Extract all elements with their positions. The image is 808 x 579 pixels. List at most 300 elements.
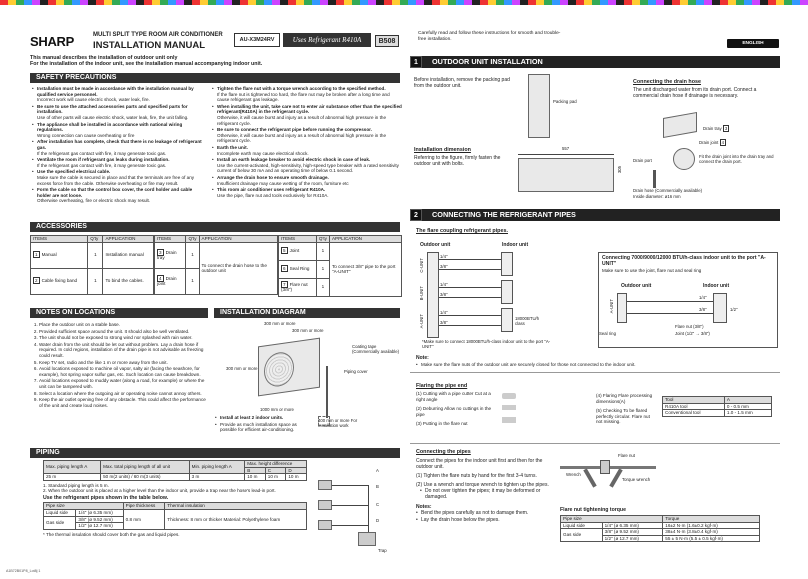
pt1-sub0: B: [245, 467, 266, 474]
safety-item-title: The appliance shall be installed in accordance with national wiring regulations.: [37, 121, 183, 133]
careful-note: Carefully read and follow these instructions for smooth and trouble-free installation.: [418, 31, 561, 42]
box-outdoor-port: [617, 293, 627, 323]
conn-notes-label: Notes:: [416, 503, 432, 510]
safety-item: [32, 169, 206, 186]
ft-h1: A: [724, 397, 771, 404]
accessory-item: [279, 278, 317, 296]
size-a2: 3/8": [440, 320, 448, 325]
piping-table-1-wrap: [43, 460, 307, 537]
accessory-qty: 1: [88, 242, 103, 268]
safety-item-text: Wrong connection can cause overheating or fire: [37, 132, 135, 138]
dimension-diagram: [514, 146, 624, 196]
pt1-c1: 50 m(2 units) / 60 m(3 units): [101, 474, 190, 481]
safety-item-title: Ventilate the room if refrigerant gas leaks during installation.: [37, 157, 170, 163]
connecting-heading: CONNECTING THE REFRIGERANT PIPES: [410, 209, 780, 221]
label-400: 400 mm or more For installation work: [318, 418, 358, 429]
divider-2: [410, 443, 780, 444]
tt-r1c2: 38±4 N·m (3.8±0.4 kgf·m): [663, 529, 760, 536]
box-size-3: 1/2": [730, 307, 738, 312]
safety-item-title: When installing the unit, take care not to enter air substance other than the specified refrigerant(R410A) in the refrigerant cycle.: [217, 103, 402, 115]
ft-r0c0: R410A tool: [663, 403, 725, 410]
pt2-insulation: Thickness: 8 mm or thicker Material: Polyethylene foam: [165, 509, 307, 529]
accessories-col-header: APPLICATION: [103, 236, 154, 243]
flaring-heading: Flaring the pipe end: [416, 383, 468, 389]
accessory-row: [279, 242, 402, 260]
drain-text: The unit discharged water from its drain port. Connect a commercial drain hose if drainage is necessary.: [633, 87, 757, 100]
safety-item: [32, 187, 206, 204]
drain-joint-illustration: [673, 148, 695, 170]
tt-r2c1: 1/2" (ø 12.7 mm): [602, 535, 663, 542]
pt2-thickness: 0.8 mm: [123, 509, 165, 529]
label-wrench: Wrench: [566, 472, 581, 477]
box-joint: Joint (1/2" → 3/8"): [675, 331, 710, 336]
deburr-icon: [502, 405, 516, 410]
torque-heading: Flare nut tightening torque: [560, 507, 626, 513]
pt1-sub1: C: [265, 467, 286, 474]
pipe-a1: [439, 315, 501, 316]
intro-line2: For the installation of the indoor unit, see the installation manual accompanying indoor unit.: [30, 61, 263, 68]
class-label: 18000BTU/h class: [515, 316, 540, 327]
safety-item: [212, 187, 402, 198]
box-outdoor-label: Outdoor unit: [621, 283, 652, 289]
box-a-unit: A-UNIT: [609, 299, 614, 314]
outdoor-unit-side-illustration: [528, 74, 550, 138]
conn-note-2: • Lay the drain hose below the pipes.: [416, 517, 552, 523]
tt-h1: Torque: [663, 516, 760, 523]
install-bullet-2: • Provide as much installation space as possible for efficient air-conditioning.: [215, 422, 309, 433]
safety-item-title: Use the specified electrical cable.: [37, 169, 111, 175]
intro-line1: This manual describes the installation of outdoor unit only: [30, 55, 178, 61]
label-b: B: [376, 484, 379, 489]
safety-item: [32, 86, 206, 103]
dim-line: [518, 154, 614, 155]
footer-code: A1B72B01P8_Lot8j 1: [6, 569, 41, 573]
safety-item: [32, 139, 206, 156]
outdoor-section-bar: [410, 56, 780, 68]
box-indoor-port: [713, 293, 727, 323]
safety-item-title: Install an earth leakage breaker to avoid electric shock in case of leak.: [217, 157, 371, 163]
accessory-name: Manual: [41, 252, 57, 258]
accessory-number: 6: [283, 266, 286, 272]
accessory-name: Cable fixing band: [41, 278, 78, 284]
flaring-step-1: (1) Cutting with a pipe cutter Cut at a right angle: [416, 391, 491, 402]
language-badge: ENGLISH: [727, 39, 779, 48]
unit-footprint: [518, 158, 614, 192]
accessories-col-header: Q'ty: [316, 236, 329, 243]
safety-right-list: [212, 86, 402, 198]
drain-hose: [653, 170, 656, 188]
accessories-heading: ACCESSORIES: [30, 222, 400, 232]
box-pipe-2: [627, 313, 713, 314]
safety-item-text: Insufficient drainage may cause wetting of the room, furniture etc: [217, 180, 349, 186]
piping-table-2: [43, 502, 307, 529]
safety-item-text: Otherwise, it will cause burst and injury as a result of abnormal high pressure in the refrigerant cycle.: [217, 132, 387, 144]
accessory-item: [155, 242, 186, 268]
install-diagram: [214, 320, 402, 445]
size-c1: 1/4": [440, 254, 448, 259]
ft-r1c0: Conventional tool: [663, 410, 725, 417]
box-indoor-label: Indoor unit: [703, 283, 730, 289]
outdoor-heading: OUTDOOR UNIT INSTALLATION: [410, 56, 780, 68]
drain-note: Fit the drain joint into the drain tray and connect the drain port.: [699, 154, 774, 165]
tt-r0c0: Liquid side: [561, 522, 603, 529]
piping-footnote: * The thermal insulation should cover both the gas and liquid pipes.: [43, 531, 180, 537]
piping-height-diagram: [318, 460, 400, 555]
size-b1: 1/4": [440, 282, 448, 287]
conn-text-1: Connect the pipes for the indoor unit first and then for the outdoor unit.: [416, 458, 543, 471]
accessory-application: To bind the cables.: [103, 268, 154, 294]
accessories-col-header: APPLICATION: [199, 236, 278, 243]
notes-locations: [32, 322, 208, 409]
tt-r1c1: 3/8" (ø 9.52 mm): [602, 529, 663, 536]
size-b2: 3/8": [440, 292, 448, 297]
accessory-row: [31, 268, 154, 294]
flaring-tools: [500, 391, 522, 431]
drain-tray-illustration: [663, 112, 697, 138]
indoor-b-block: [501, 280, 513, 304]
drain-joint-label: Drain joint 4: [699, 140, 724, 145]
pipe-vertical: [368, 485, 369, 532]
pt1-h2: Min. piping length A: [189, 461, 245, 474]
install-bullets: [215, 407, 309, 434]
accessory-number: 2: [35, 278, 38, 284]
accessory-qty: 1: [316, 278, 329, 296]
safety-item: [32, 104, 206, 121]
outdoor-unit-small: [358, 532, 376, 546]
note-label: Note:: [416, 355, 429, 361]
conn-text-3: (2) Use a wrench and torque wrench to tighten up the pipes.: [416, 482, 549, 489]
safety-item: [212, 157, 402, 174]
box-flare-nut: Flare nut (3/8"): [675, 324, 704, 329]
wrench-diagram: [560, 450, 670, 490]
flare-diagram: [416, 240, 576, 352]
note-item: • Make sure the flare nuts of the outdoor unit are securely closed for those not connected to the indoor unit.: [416, 362, 776, 368]
install-diagram-heading: INSTALLATION DIAGRAM: [214, 308, 400, 318]
safety-item-title: Tighten the flare nut with a torque wrench according to the specified method.: [217, 86, 386, 91]
accessory-row: [31, 242, 154, 268]
wrench-icon: [583, 468, 596, 487]
hose-label-1: Drain hose (Commercially available): [633, 188, 703, 193]
flare-nut-icon: [502, 417, 516, 423]
safety-heading: SAFETY PRECAUTIONS: [30, 73, 400, 83]
pipe-a: [332, 485, 368, 486]
location-note: 2. Provided sufficient space around the unit. It should also be well ventilated.: [39, 329, 208, 335]
safety-left-list: [32, 86, 206, 204]
model-box: AU-X3M24RV: [234, 33, 280, 47]
safety-item-text: Make sure the cable is secured in place and that the terminals are free of any excess force from the cable. Otherwise overheating or fire may result.: [37, 174, 195, 186]
tt-r0c2: 16±2 N·m (1.6±0.2 kgf·m): [663, 522, 760, 529]
outdoor-num: 1: [410, 56, 422, 68]
pt1-c0: 25 m: [44, 474, 101, 481]
box-seal-ring: Seal ring: [599, 331, 616, 336]
pipe-cutter-icon: [502, 393, 516, 399]
connecting-section-bar: [410, 209, 780, 221]
hose-label-2: Inside diameter: ø16 mm: [633, 194, 681, 199]
torque-table-wrap: [560, 515, 760, 542]
pt2-h1: Pipe thickness: [123, 503, 165, 510]
safety-item-title: Installation must be made in accordance with the installation manual by qualified service personnel.: [37, 86, 194, 97]
tt-r2c2: 55 ± 5 N·m (5.5 ± 0.5 kgf·m): [663, 535, 760, 542]
accessory-application: To connect 3/8" pipe to the port "A-UNIT": [329, 242, 401, 296]
notes-locations-heading: NOTES ON LOCATIONS: [30, 308, 208, 318]
accessories-col-header: ITEMS: [155, 236, 186, 243]
flaring-step-2: (2) Deburring Allow no cuttings in the pipe: [416, 406, 492, 417]
piping-table-1: [43, 460, 307, 481]
connecting-num: 2: [410, 209, 422, 221]
indoor-unit-b: [318, 500, 332, 510]
location-note: 1. Place the outdoor unit on a stable base.: [39, 322, 208, 328]
intro: [30, 55, 410, 68]
location-note: 4. Water drain from the unit should be let out without problem. Lay a drain hose if required. In cold regions, installation of the drain pipe is not advisable as freezing could result.: [39, 342, 208, 359]
flaring-table: [662, 396, 772, 417]
location-note: 9. Keep the air outlet opening free of any obstacle. This could affect the performance of the unit and create loud noises.: [39, 397, 208, 408]
packing-pad-label: Packing pad: [553, 99, 577, 104]
label-a: A: [376, 468, 379, 473]
piping-heading: PIPING: [30, 448, 400, 458]
pipe-b: [332, 505, 368, 506]
outdoor-intro: Before installation, remove the packing pad from the outdoor unit.: [414, 77, 510, 90]
indoor-a-block: [501, 308, 513, 332]
conn-pipes-body: [416, 458, 552, 524]
accessory-qty: 1: [316, 260, 329, 278]
safety-item-text: Use the current-activated, high-sensitivity, high-speed type breaker with a rated sensitivity current of below 30 mA and an operating time of below 0.1 second.: [217, 162, 399, 174]
connect-box-sub: Make sure to use the joint, flare nut and seal ring: [602, 268, 702, 274]
safety-item-text: Incorrect work will cause electric shock, water leak, fire.: [37, 97, 150, 103]
outdoor-unit-illustration: [258, 338, 320, 397]
label-trap: Trap: [378, 548, 387, 553]
safety-left: [32, 86, 206, 205]
unit-a: A-UNIT: [419, 314, 424, 329]
accessory-name: Joint: [289, 248, 300, 254]
accessory-name: Drain tray: [157, 249, 177, 261]
pt1-sub2: D: [286, 467, 307, 474]
accessories-table-2: [154, 235, 278, 295]
connect-note: *Make sure to connect 18000BTU/h-class indoor unit to the port "A-UNIT": [422, 339, 551, 350]
pt2-h2: Thermal insulation: [165, 503, 307, 510]
accessory-number: 7: [283, 281, 286, 287]
install-bullet-1: • Install at least 2 indoor units.: [215, 415, 309, 421]
safety-item-title: This room air conditioner uses refrigerant R410A.: [217, 187, 326, 193]
safety-right: [212, 86, 402, 199]
ft-h0: Tool: [663, 397, 725, 404]
connect-box: [598, 252, 778, 348]
conn-note-1: • Bend the pipes carefully as not to damage them.: [416, 510, 552, 516]
accessory-application: Installation manual: [103, 242, 154, 268]
safety-item-title: Earth the unit.: [217, 144, 248, 150]
outdoor-port-block: [427, 252, 439, 338]
flaring-step-5: (5) Checking To be flared perfectly circular. Flare nut not missing.: [596, 408, 650, 425]
safety-item-text: Incomplete earth may cause electrical shock.: [217, 150, 309, 156]
safety-item-title: Form the cable so that the control box cover, the cord holder and cable holder are not loose.: [37, 187, 193, 198]
accessory-qty: 1: [186, 268, 199, 294]
wall-box: [318, 416, 330, 426]
pt2-r0c1: 1/4" (ø 6.35 mm): [76, 509, 123, 516]
location-note: 8. Select a location where the outgoing air or operating noise cannot annoy others.: [39, 391, 208, 397]
page-title: INSTALLATION MANUAL: [93, 40, 206, 52]
pt2-r1c0: Gas side: [44, 516, 76, 529]
conn-pipes-heading: Connecting the pipes: [416, 449, 471, 455]
accessories-tables: [30, 235, 402, 303]
notes-list: [32, 322, 208, 408]
flaring-table-wrap: [662, 396, 772, 417]
accessory-item: [279, 260, 317, 278]
pt1-h3: Max. height difference: [245, 461, 307, 468]
dim-305: 305: [617, 166, 622, 174]
safety-item: [212, 127, 402, 144]
accessory-row: [155, 242, 278, 268]
fan-grille-icon: [264, 350, 294, 388]
conn-text-4: • Do not over tighten the pipes; it may be deformed or damaged.: [420, 488, 552, 500]
flaring-steps-left: [416, 391, 496, 427]
safety-item-text: Otherwise, it will cause burst and injury as a result of abnormal high pressure in the refrigerant cycle.: [217, 114, 387, 126]
flare-heading: The flare coupling refrigerant pipes.: [416, 228, 508, 234]
pt1-c2: 3 m: [189, 474, 245, 481]
accessory-qty: 1: [88, 268, 103, 294]
safety-item-text: If the refrigerant gas contact with fire, it may generate toxic gas.: [37, 162, 167, 168]
refrigerant-banner: Uses Refrigerant R410A: [283, 33, 371, 47]
accessories-col-header: ITEMS: [279, 236, 317, 243]
size-a1: 1/4": [440, 310, 448, 315]
label-d: D: [376, 518, 380, 523]
unit-b: B-UNIT: [419, 286, 424, 301]
label-c: C: [376, 502, 380, 507]
accessory-application: To connect the drain hose to the outdoor unit: [199, 242, 278, 294]
accessory-item: [155, 268, 186, 294]
accessory-item: [279, 242, 317, 260]
pt1-h1: Max. total piping length of all unit: [101, 461, 190, 474]
piping-note-1: 1. Standard piping length is 5 m.: [43, 482, 109, 488]
pipe-line: [326, 366, 328, 418]
pipe-b1: [439, 287, 501, 288]
box-pipe-1: [627, 301, 713, 302]
ft-r0c1: 0 - 0.5 mm: [724, 403, 771, 410]
drain-tray-label: Drain tray 3: [703, 126, 728, 131]
accessories-table-1: [30, 235, 154, 295]
accessory-qty: 1: [316, 242, 329, 260]
safety-item: [212, 145, 402, 156]
label-1000: 1000 mm or more: [260, 407, 294, 412]
dim-557: 557: [562, 146, 570, 151]
accessory-item: [31, 242, 88, 268]
indoor-unit-c: [318, 520, 332, 530]
accessory-name: Seal Ring: [289, 266, 310, 272]
pt1-h0: Max. piping length A: [44, 461, 101, 474]
unit-c: C-UNIT: [419, 258, 424, 273]
accessories-col-header: APPLICATION: [329, 236, 401, 243]
accessory-number: 4: [159, 275, 162, 281]
flaring-step-3: (3) Putting in the flare nut: [416, 421, 468, 427]
dimension-text: Referring to the figure, firmly fasten the outdoor unit with bolts.: [414, 155, 501, 168]
torque-table: [560, 515, 760, 542]
pt1-c4: 10 m: [265, 474, 286, 481]
safety-item-text: Otherwise overheating, fire or electric shock may result.: [37, 198, 151, 204]
pt2-r0c0: Liquid side: [44, 509, 76, 516]
label-torque-wrench: Torque wrench: [622, 477, 651, 482]
drain-port-label: Drain port: [633, 158, 652, 163]
pipe-a2: [439, 325, 501, 326]
accessory-name: Flare nut (3/8"): [281, 281, 308, 293]
outdoor-unit-label: Outdoor unit: [420, 242, 451, 248]
safety-item: [212, 104, 402, 126]
dimension-heading: Installation dimension: [414, 147, 471, 153]
accessory-number: 5: [283, 248, 286, 254]
drain-diagram: [633, 112, 778, 207]
pt2-h0: Pipe size: [44, 503, 124, 510]
piping-note-2: 2. When the outdoor unit is placed at a higher level than the indoor unit, provide a trap near the hose's lead-in port.: [43, 488, 276, 494]
brand-logo: SHARP: [30, 34, 75, 49]
pt2-r1c1: 3/8" (ø 9.52 mm): [76, 516, 123, 523]
accessories-col-header: ITEMS: [31, 236, 88, 243]
flaring-steps-right: [596, 393, 656, 425]
pipe-c: [332, 525, 368, 526]
location-note: 7. Avoid locations exposed to muddy water (along a road, for example) or where the unit can be tampered with.: [39, 378, 208, 389]
tt-h0: Pipe size: [561, 516, 663, 523]
safety-item-text: If the flare nut is tightened too hard, the flare nut may be broken after a long time and cause refrigerant gas leakage.: [217, 91, 390, 103]
safety-item-text: If the refrigerant gas contact with fire, it may generate toxic gas.: [37, 150, 167, 156]
safety-item: [212, 175, 402, 186]
tt-r0c1: 1/4" (ø 6.35 mm): [602, 522, 663, 529]
pipe-c2: [439, 269, 501, 270]
label-300-back: 300 mm or more: [292, 328, 324, 333]
accessory-name: Drain joint: [157, 275, 177, 287]
label-300-side: 300 mm or more: [226, 366, 258, 371]
indoor-unit-label: Indoor unit: [502, 242, 529, 248]
label-piping-cover: Piping cover: [344, 369, 368, 374]
pt1-c3: 10 m: [245, 474, 266, 481]
accessories-table-3: [278, 235, 402, 297]
box-size-1: 1/4": [699, 295, 707, 300]
location-note: 6. Avoid locations exposed to machine oil vapor, salty air (facing the seashore, for example), hot spring vapor sulfur gas, etc. Such location can cause breakdown.: [39, 366, 208, 377]
safety-item: [212, 86, 402, 103]
indoor-unit-a: [318, 480, 332, 490]
box-size-2: 3/8": [699, 307, 707, 312]
accessories-col-header: Q'ty: [88, 236, 103, 243]
safety-item: [32, 157, 206, 168]
conn-text-2: (1) Tighten the flare nuts by hand for the first 3-4 turns.: [416, 473, 537, 480]
label-300-top: 300 mm or more: [264, 321, 296, 326]
torque-wrench-icon: [609, 468, 622, 487]
tt-r1c0: Gas side: [561, 529, 603, 542]
title-block: [93, 32, 233, 51]
divider-1: [410, 372, 780, 373]
drain-heading: Connecting the drain hose: [633, 79, 701, 85]
safety-item-title: Be sure to connect the refrigerant pipe before running the compressor.: [217, 127, 372, 133]
accessory-item: [31, 268, 88, 294]
flare-nut-shape: [600, 460, 610, 474]
accessory-number: 1: [35, 252, 38, 258]
safety-item-text: Use the pipe, flare nut and tools exclusively for R410A.: [217, 192, 329, 198]
label-flare-nut: Flare nut: [618, 453, 635, 458]
location-note: 5. Keep TV set, radio and the like 1 m or more away from the unit.: [39, 360, 208, 366]
safety-item-title: After installation has complete, check that there is no leakage of refrigerant gas.: [37, 139, 202, 150]
label-coating: Coating tape (Commercially available): [352, 344, 400, 355]
connect-box-title: Connecting 7000/9000/12000 BTU/h-class indoor unit to the port "A-UNIT": [602, 255, 766, 268]
indoor-c-block: [501, 252, 513, 276]
pt1-c5: 10 m: [286, 474, 307, 481]
location-note: 3. The unit should not be exposed to strong wind nor splashed with rain water.: [39, 335, 208, 341]
accessories-col-header: Q'ty: [186, 236, 199, 243]
accessory-number: 3: [159, 249, 162, 255]
note-text: [416, 362, 776, 369]
size-c2: 3/8": [440, 264, 448, 269]
safety-item-title: Arrange the drain hose to ensure smooth drainage.: [217, 174, 329, 180]
pipe-c1: [439, 259, 501, 260]
pipe-sizes-heading: Use the refrigerant pipes shown in the table below.: [43, 494, 169, 501]
ft-r1c1: 1.0 - 1.5 mm: [724, 410, 771, 417]
safety-item-text: Use of other parts will cause electric shock, water leak, fire, the unit falling.: [37, 114, 189, 120]
pipe-b2: [439, 297, 501, 298]
pt2-r2c1: 1/2" (ø 12.7 mm): [76, 523, 123, 530]
